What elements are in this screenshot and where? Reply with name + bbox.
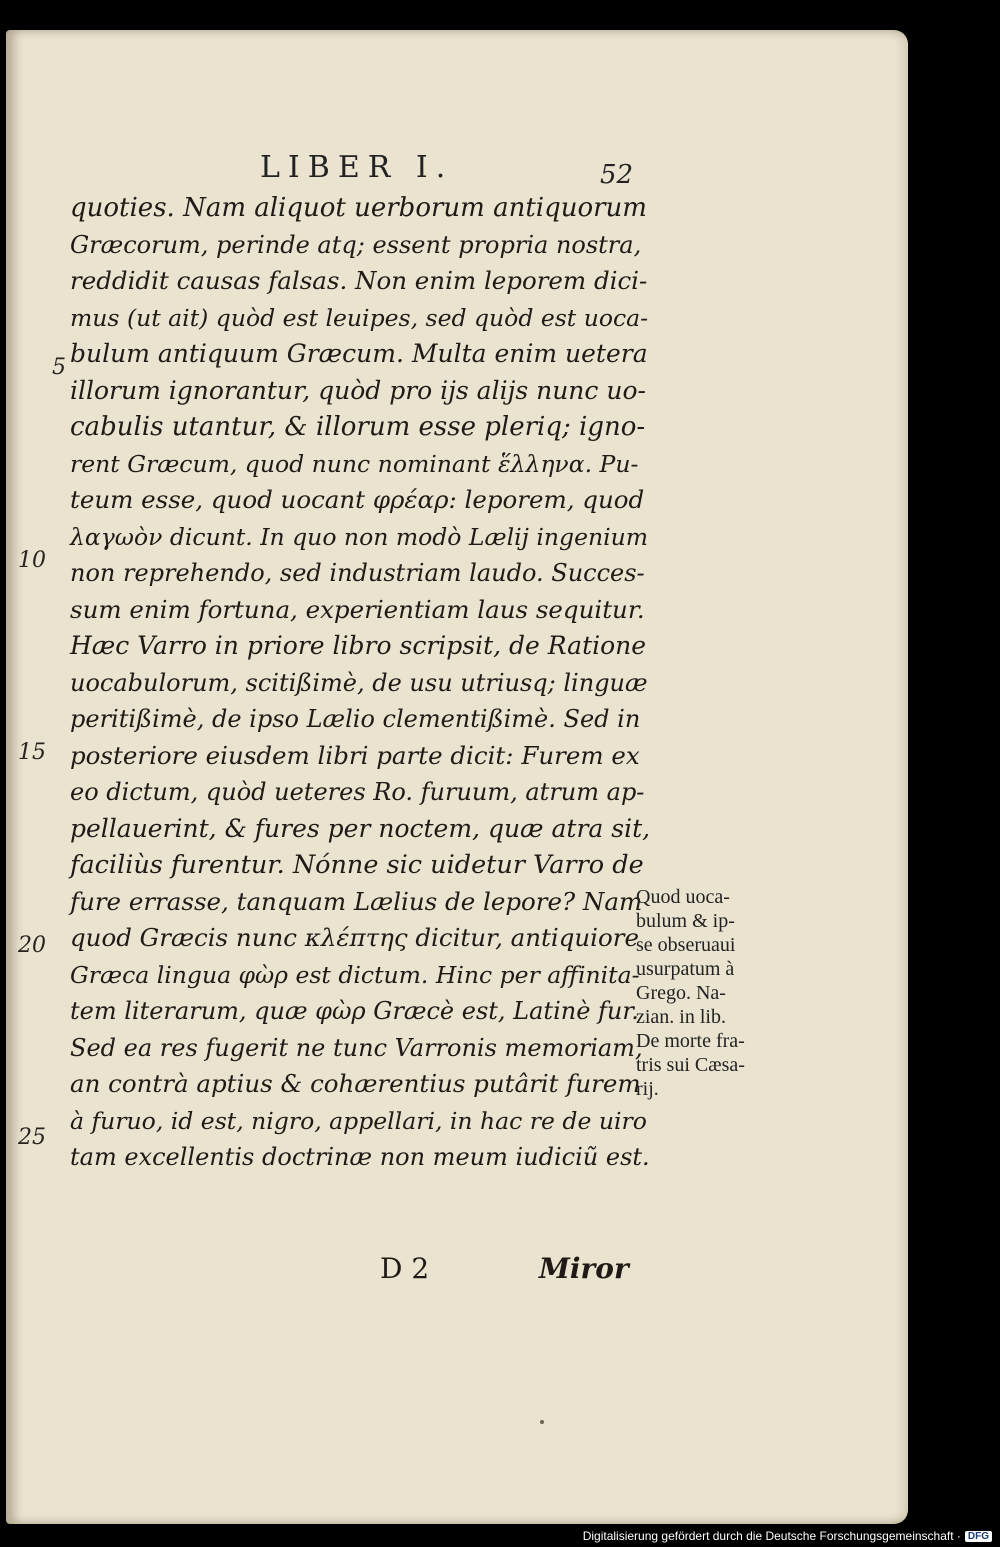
margin-note-line: se obseruaui <box>636 934 736 956</box>
text-line: eo dictum, quòd ueteres Ro. furuum, atrum ap- <box>70 778 645 806</box>
text-line: Hæc Varro in priore libro scripsit, de Ratione <box>70 631 647 660</box>
text-line: tem literarum, quæ φὼρ Græcè est, Latinè fur. <box>70 997 639 1025</box>
margin-note-line: tris sui Cæsa- <box>636 1054 745 1076</box>
text-line: λαγωὸν dicunt. In quo non modò Lælij ingenium <box>70 522 649 551</box>
text-line: quoties. Nam aliquot uerborum antiquorum <box>70 193 647 223</box>
margin-note-line: usurpatum à <box>636 958 735 980</box>
text-line: non reprehendo, sed industriam laudo. Succes- <box>70 559 645 587</box>
page-number: 52 <box>600 160 634 190</box>
text-line: teum esse, quod uocant φρέαρ: leporem, quod <box>70 485 645 514</box>
margin-note-line: Grego. Na- <box>636 982 726 1004</box>
margin-note-line: De morte fra- <box>636 1030 745 1052</box>
text-line: uocabulorum, scitißimè, de usu utriusq; linguæ <box>70 668 648 697</box>
margin-note-line: zian. in lib. <box>636 1006 726 1028</box>
text-line: pellauerint, & fures per noctem, quæ atra sit, <box>70 813 651 843</box>
line-number: 10 <box>18 548 46 573</box>
text-line: rent Græcum, quod nunc nominant ἕλληνα. Pu- <box>70 449 639 478</box>
margin-note-line: Quod uoca- <box>636 886 730 908</box>
text-line: an contrà aptius & cohærentius putârit furem <box>70 1069 641 1098</box>
paper-speck <box>540 1420 544 1424</box>
text-line: sum enim fortuna, experientiam laus sequitur. <box>70 594 645 624</box>
text-line: peritißimè, de ipso Lælio clementißimè. Sed in <box>70 705 641 733</box>
text-line: Græcorum, perinde atq; essent propria nostra, <box>70 230 642 259</box>
signature-mark: D 2 <box>380 1252 430 1285</box>
text-line: tam excellentis doctrinæ non meum iudiciũ est. <box>70 1143 650 1171</box>
line-number: 5 <box>52 355 66 380</box>
catchword: Miror <box>538 1252 629 1285</box>
text-line: à furuo, id est, nigro, appellari, in hac re de uiro <box>70 1106 647 1135</box>
text-line: posteriore eiusdem libri parte dicit: Furem ex <box>70 740 640 770</box>
footer-credit: Digitalisierung gefördert durch die Deutsche Forschungsgemeinschaft · <box>582 1529 961 1543</box>
running-title: LIBER I. <box>260 150 454 185</box>
text-line: cabulis utantur, & illorum esse pleriq; igno- <box>70 412 646 442</box>
digitization-footer <box>583 1529 992 1543</box>
margin-note <box>636 885 786 1101</box>
text-line: reddidit causas falsas. Non enim leporem dici- <box>70 266 648 295</box>
text-line: quod Græcis nunc κλέπτης dicitur, antiquiore <box>70 923 639 952</box>
text-line: bulum antiquum Græcum. Multa enim uetera <box>70 339 648 368</box>
text-line: illorum ignorantur, quòd pro ijs alijs nunc uo- <box>70 375 646 405</box>
text-line: fure errasse, tanquam Lælius de lepore? Nam <box>70 886 643 916</box>
line-number: 25 <box>18 1125 46 1150</box>
text-line: mus (ut ait) quòd est leuipes, sed quòd est uoca- <box>70 303 649 332</box>
margin-note-line: bulum & ip- <box>636 910 735 932</box>
main-text <box>70 190 650 1176</box>
text-line: Sed ea res fugerit ne tunc Varronis memoriam, <box>70 1033 643 1062</box>
text-line: faciliùs furentur. Nónne sic uidetur Varro de <box>70 850 644 880</box>
margin-note-line: rij. <box>636 1078 659 1100</box>
catchline <box>380 1252 629 1285</box>
dfg-logo-icon: DFG <box>965 1531 992 1542</box>
text-line: Græca lingua φὼρ est dictum. Hinc per affinita- <box>70 960 640 989</box>
line-number: 20 <box>18 933 46 958</box>
line-number: 15 <box>18 740 46 765</box>
